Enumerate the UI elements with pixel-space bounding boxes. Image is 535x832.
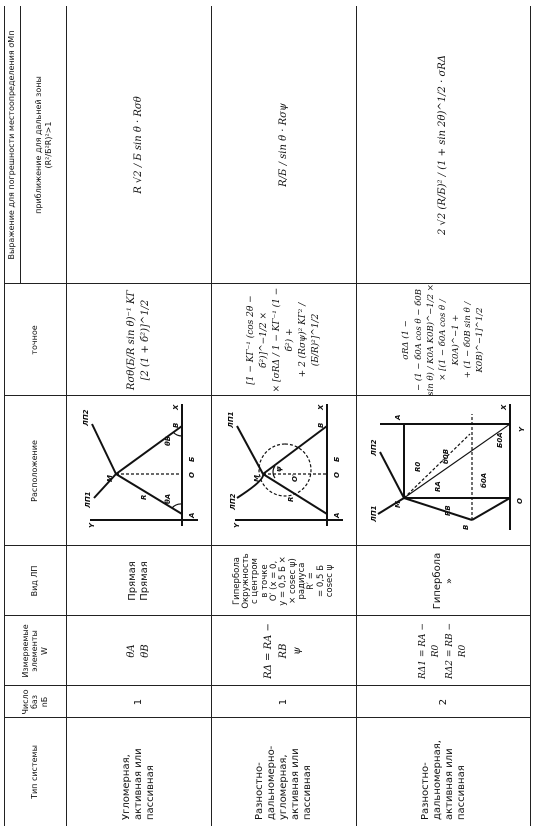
row3-label-b: B — [461, 524, 470, 530]
header-type: Тип системы — [30, 745, 40, 799]
row3-label-o: O — [515, 498, 524, 504]
row2-label-o-prime: O′ — [291, 474, 299, 482]
row3-label-b0b: б0B — [441, 448, 450, 464]
row3-measured: RΔ1 = RA − R0 RΔ2 = RB − R0 — [418, 622, 468, 680]
row3-label-b0a: б0A — [479, 472, 488, 488]
row2-type: Разностно-дальномерно-угломерная, активная или пассивная — [254, 745, 313, 820]
header-count: Число баз nБ — [21, 689, 49, 715]
row2-label-lp1: ЛП1 — [227, 411, 235, 428]
row1-label-lp2: ЛП2 — [82, 409, 90, 426]
row2-label-o: O — [333, 472, 341, 478]
row2-label-y: Y — [233, 522, 241, 528]
row1-label-lp1: ЛП1 — [84, 491, 92, 508]
row2-label-m: M — [253, 475, 261, 482]
row1-count: 1 — [133, 698, 144, 706]
header-exact: точное — [30, 325, 40, 355]
header-lp-type: Вид ЛП — [30, 565, 40, 597]
row1-label-y: Y — [88, 522, 96, 528]
row1-label-x: X — [172, 404, 180, 410]
row3-label-r0: R0 — [413, 461, 422, 472]
row2-exact: [1 − KГ⁻¹ (cos 2θ − б²)]^−1/2 × × [σRΔ / 1 − KГ⁻¹ (1 − б²) + + 2 (Rσψ)² KГ² / (Б/R)²]^1/2 — [245, 287, 322, 393]
row3-label-lp2: ЛП2 — [369, 439, 378, 456]
row2-layout-diagram — [212, 396, 356, 546]
row2-lp-type: Гипербола Окружность с центром в точке O′ (x = 0, y = 0,5 Б × × cosec ψ) радиуса R′ = = 0,5 Б cosec ψ — [231, 553, 336, 609]
row1-label-o: O — [188, 472, 196, 478]
row1-label-base: Б — [188, 456, 196, 462]
row3-count: 2 — [437, 698, 449, 706]
row2-label-base: Б — [333, 456, 341, 462]
row1-label-r: R — [140, 494, 148, 500]
row2-count: 1 — [278, 698, 289, 706]
row3-label-ra: RA — [433, 481, 442, 492]
row3-label-m: M — [393, 501, 402, 508]
row3-label-a: A — [393, 414, 402, 420]
header-layout: Расположение — [30, 440, 40, 502]
row2-label-a: A — [333, 512, 341, 518]
row1-label-theta-a: θA — [164, 493, 172, 504]
row3-label-rb: RB — [443, 505, 452, 516]
table-bottom-rule — [530, 6, 531, 826]
row1-label-m: M — [106, 475, 114, 482]
row3-label-x: X — [499, 404, 508, 410]
row3-approx: 2 √2 (R/Б)² / (1 + sin 2θ)^1/2 · σRΔ — [437, 54, 449, 236]
row3-label-base-0a: Б0A — [495, 432, 504, 448]
row2-label-psi: ψ — [275, 466, 283, 472]
row2-label-r: R — [287, 496, 295, 502]
row3-layout-diagram — [357, 396, 530, 546]
header-measured: Измеряемые элементы W — [21, 624, 49, 678]
row2-measured: RΔ = RA − RB ψ — [263, 623, 304, 679]
row3-type: Разностно-дальномерная, активная или пассивная — [419, 740, 467, 820]
row2-approx: R/Б / sin θ · Rσψ — [277, 103, 289, 187]
row1-label-theta-b: θB — [164, 435, 172, 446]
row2-label-x: X — [317, 404, 325, 410]
row1-measured: θA θB — [125, 644, 151, 658]
header-expr-group: Выражение для погрешности местоопределения σMп — [7, 30, 17, 260]
row3-label-y: Y — [517, 426, 526, 432]
row1-layout-diagram — [67, 396, 211, 546]
row1-exact: Rσθ(Б/R sin θ)⁻¹ KГ [2 (1 + б²)]^1/2 — [125, 289, 151, 391]
row1-label-b: B — [172, 422, 180, 428]
row3-exact: σRΔ (1 − − (1 − б0A cos θ − б0B sin θ) / K0A K0B)^−1/2 × × [(1 − б0A cos θ / K0A)^−1 + + (1 − б0B sin θ / K0B)^−1]^1/2 — [401, 284, 486, 396]
row1-approx: R √2 / Б sin θ · Rσθ — [132, 96, 144, 194]
row3-lp-type: Гипербола » — [431, 552, 455, 610]
row1-lp-type: Прямая Прямая — [127, 561, 150, 601]
row2-label-lp2: ЛП2 — [229, 493, 237, 510]
row1-type: Угломерная, активная или пассивная — [121, 748, 156, 820]
row1-label-a: A — [188, 512, 196, 518]
row3-label-lp1: ЛП1 — [369, 505, 378, 522]
row2-label-b: B — [317, 422, 325, 428]
header-approx: приближение для дальней зоны (R²/Б²R)²>1 — [34, 76, 53, 214]
